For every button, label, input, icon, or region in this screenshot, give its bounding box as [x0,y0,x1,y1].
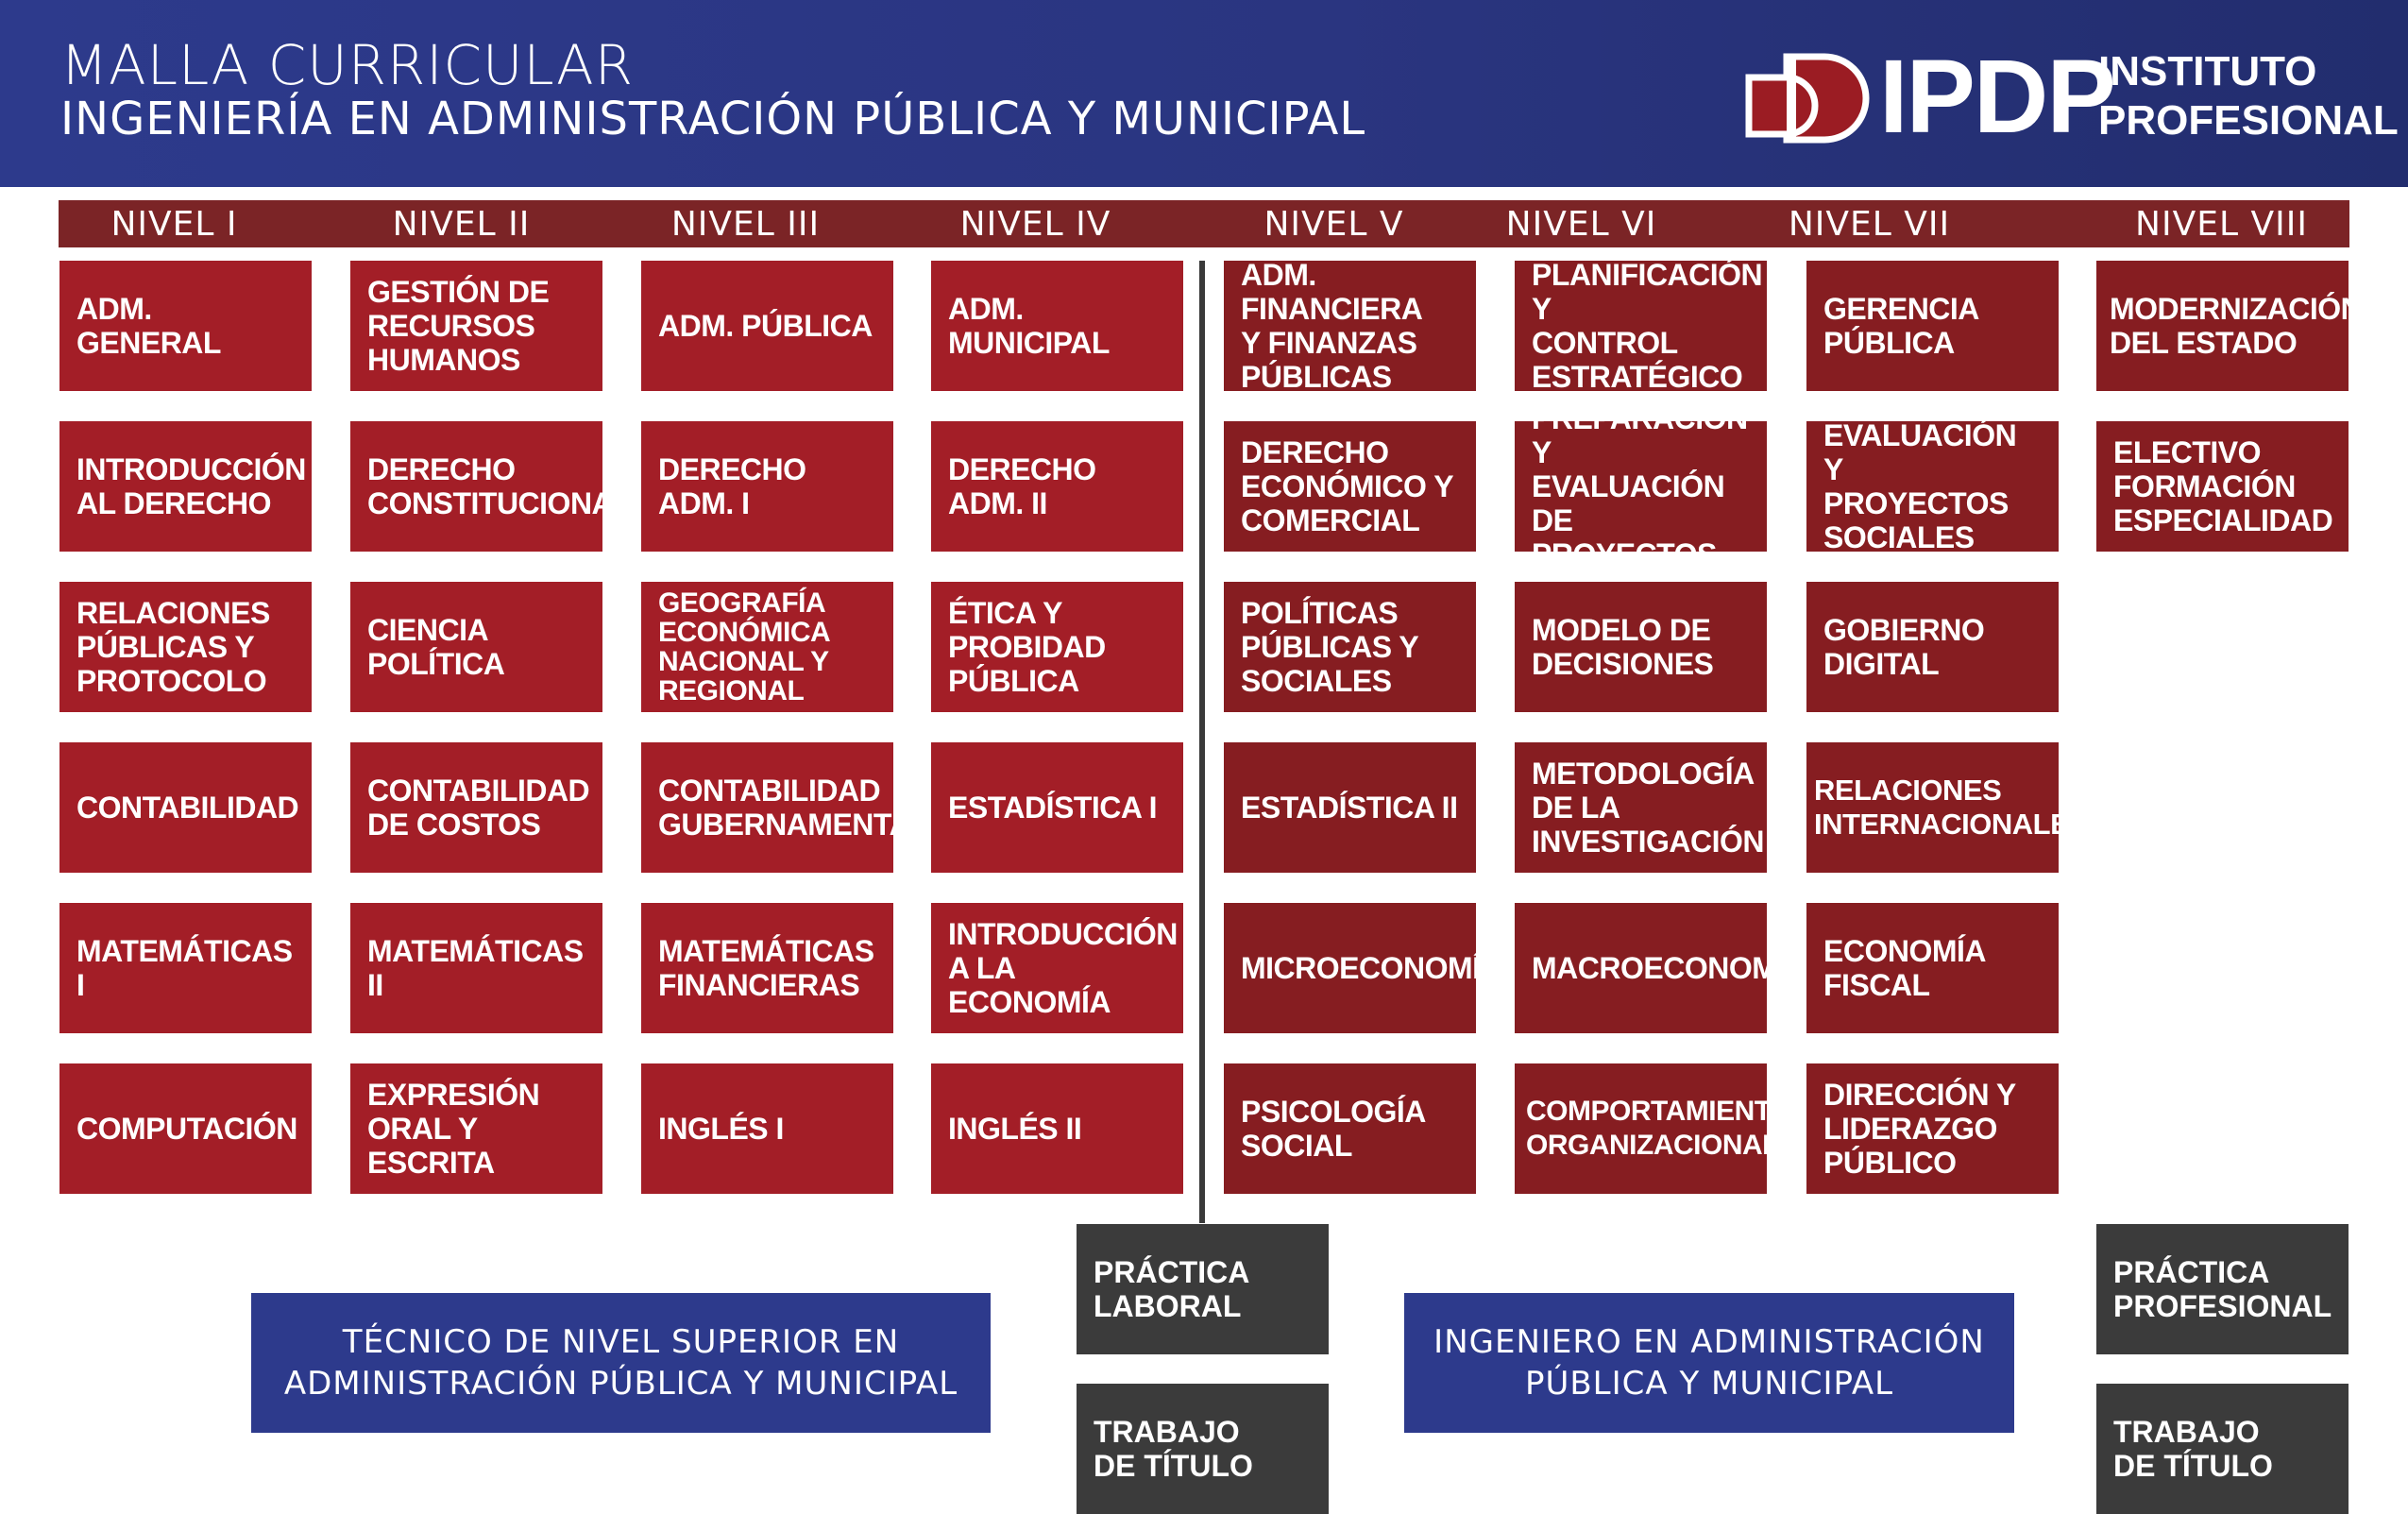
course-card: COMPUTACIÓN [59,1063,312,1194]
ipdp-logo-icon [1738,49,1870,147]
course-card: CONTABILIDAD DE COSTOS [350,742,602,873]
course-card: MATEMÁTICAS II [350,903,602,1033]
course-card: RELACIONES PÚBLICAS Y PROTOCOLO [59,582,312,712]
course-card: MICROECONOMÍA [1224,903,1476,1033]
course-card: PLANIFICACIÓN Y CONTROL ESTRATÉGICO [1515,261,1767,391]
logo-wordmark: IPDP [1879,39,2114,155]
course-card: DERECHO CONSTITUCIONAL [350,421,602,552]
course-card: GESTIÓN DE RECURSOS HUMANOS [350,261,602,391]
course-card: INGLÉS I [641,1063,893,1194]
course-card: PSICOLOGÍA SOCIAL [1224,1063,1476,1194]
practica-laboral-card: PRÁCTICA LABORAL [1077,1224,1329,1354]
level-7: NIVEL VII [1788,204,1951,244]
course-card: INGLÉS II [931,1063,1183,1194]
level-4: NIVEL IV [959,204,1111,244]
course-card: ÉTICA Y PROBIDAD PÚBLICA [931,582,1183,712]
course-card: ELECTIVO FORMACIÓN ESPECIALIDAD [2096,421,2349,552]
course-card: CIENCIA POLÍTICA [350,582,602,712]
course-card: MATEMÁTICAS FINANCIERAS [641,903,893,1033]
course-card: METODOLOGÍA DE LA INVESTIGACIÓN [1515,742,1767,873]
course-card: ADM. FINANCIERA Y FINANZAS PÚBLICAS [1224,261,1476,391]
course-card: INTRODUCCIÓN A LA ECONOMÍA [931,903,1183,1033]
course-card: MODERNIZACIÓN DEL ESTADO [2096,261,2349,391]
course-card: DERECHO ECONÓMICO Y COMERCIAL [1224,421,1476,552]
course-card: CONTABILIDAD [59,742,312,873]
course-card: GEOGRAFÍA ECONÓMICA NACIONAL Y REGIONAL [641,582,893,712]
course-card: ADM. PÚBLICA [641,261,893,391]
course-card: INTRODUCCIÓN AL DERECHO [59,421,312,552]
course-card: PREPARACIÓN Y EVALUACIÓN DE PROYECTOS [1515,421,1767,552]
page-subtitle: INGENIERÍA EN ADMINISTRACIÓN PÚBLICA Y MUNICIPAL [60,93,1366,145]
logo-subtitle-line2: PROFESIONAL [2098,97,2399,144]
course-card: ADM. GENERAL [59,261,312,391]
level-2: NIVEL II [392,204,531,244]
levels-header-bar [59,200,2349,247]
course-card: RELACIONES INTERNACIONALES [1806,742,2059,873]
logo-subtitle-line1: INSTITUTO [2098,48,2317,94]
course-card: ESTADÍSTICA I [931,742,1183,873]
cycle-divider [1199,261,1205,1223]
course-card: ADM. MUNICIPAL [931,261,1183,391]
level-5: NIVEL V [1263,204,1404,244]
level-8: NIVEL VIII [2135,204,2308,244]
page-title: MALLA CURRICULAR [60,33,635,97]
course-card: POLÍTICAS PÚBLICAS Y SOCIALES [1224,582,1476,712]
trabajo-titulo-card: TRABAJO DE TÍTULO [1077,1384,1329,1514]
course-card: ESTADÍSTICA II [1224,742,1476,873]
course-card: CONTABILIDAD GUBERNAMENTAL [641,742,893,873]
course-card: GERENCIA PÚBLICA [1806,261,2059,391]
course-card: DERECHO ADM. I [641,421,893,552]
degree-ingeniero: INGENIERO EN ADMINISTRACIÓN PÚBLICA Y MUNICIPAL [1404,1293,2014,1433]
level-3: NIVEL III [670,204,821,244]
course-card: DIRECCIÓN Y LIDERAZGO PÚBLICO [1806,1063,2059,1194]
course-card: MATEMÁTICAS I [59,903,312,1033]
course-card: MACROECONOMÍA [1515,903,1767,1033]
level-1: NIVEL I [110,204,238,244]
level-6: NIVEL VI [1505,204,1657,244]
course-card: COMPORTAMIENTO ORGANIZACIONAL [1515,1063,1767,1194]
course-card: ECONOMÍA FISCAL [1806,903,2059,1033]
ipdp-logo [1738,39,2399,155]
course-card: EXPRESIÓN ORAL Y ESCRITA [350,1063,602,1194]
course-card: DERECHO ADM. II [931,421,1183,552]
degree-tecnico: TÉCNICO DE NIVEL SUPERIOR EN ADMINISTRACIÓN PÚBLICA Y MUNICIPAL [251,1293,991,1433]
course-card: MODELO DE DECISIONES [1515,582,1767,712]
header-banner [0,0,2408,187]
course-card: EVALUACIÓN Y PROYECTOS SOCIALES [1806,421,2059,552]
trabajo-titulo-card: TRABAJO DE TÍTULO [2096,1384,2349,1514]
practica-profesional-card: PRÁCTICA PROFESIONAL [2096,1224,2349,1354]
course-card: GOBIERNO DIGITAL [1806,582,2059,712]
